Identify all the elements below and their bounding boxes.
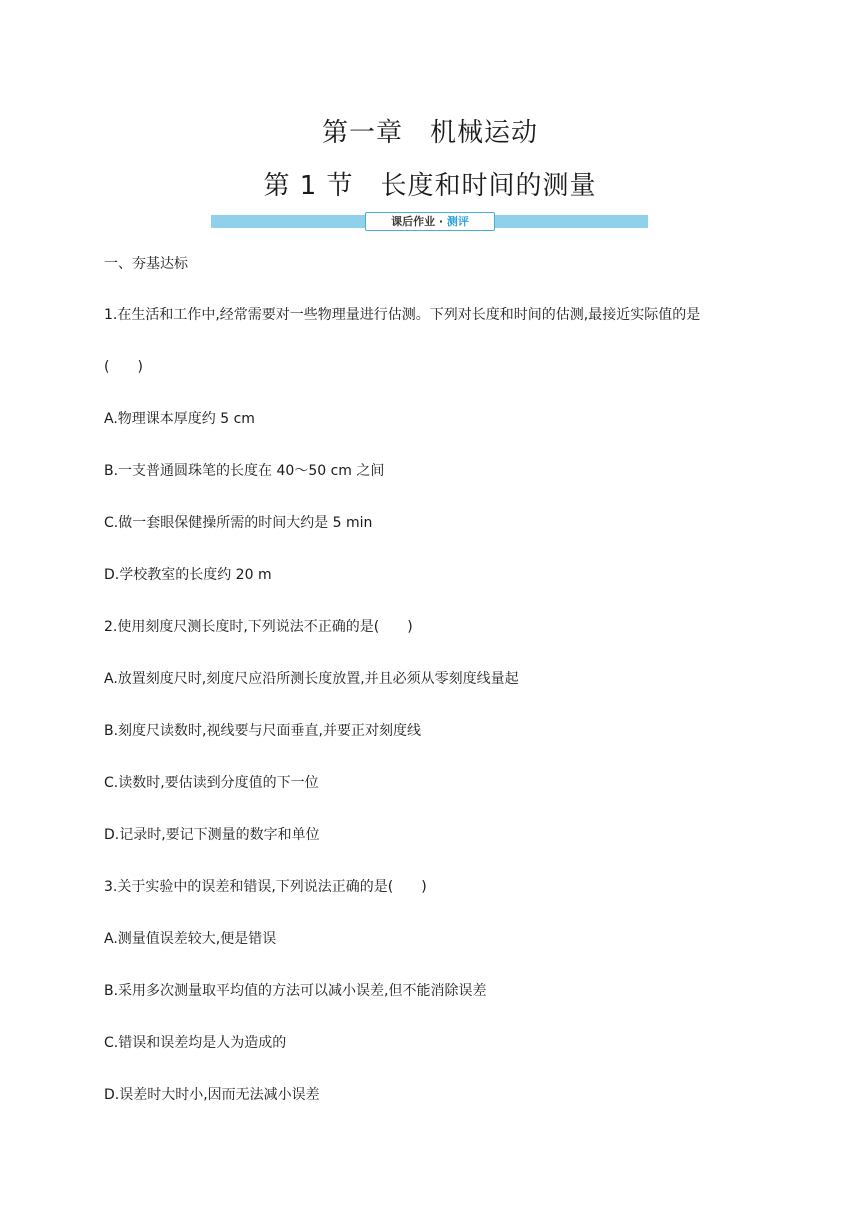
question-1-stem-cont: ( )	[104, 359, 143, 375]
question-3-option-d: D.误差时大时小,因而无法减小误差	[104, 1087, 320, 1103]
question-3-option-c: C.错误和误差均是人为造成的	[104, 1035, 287, 1051]
section-title: 第 1 节 长度和时间的测量	[263, 171, 597, 201]
banner-accent: 测评	[446, 215, 469, 228]
homework-banner-tag	[365, 212, 495, 231]
question-2-option-a: A.放置刻度尺时,刻度尺应沿所测长度放置,并且必须从零刻度线量起	[104, 671, 519, 687]
chapter-title: 第一章 机械运动	[321, 118, 538, 148]
question-1-stem: 1.在生活和工作中,经常需要对一些物理量进行估测。下列对长度和时间的估测,最接近实际值的是	[104, 307, 701, 323]
section-heading: 一、夯基达标	[104, 256, 188, 272]
question-3-option-a: A.测量值误差较大,便是错误	[104, 931, 277, 947]
question-1-option-a: A.物理课本厚度约 5 cm	[104, 411, 255, 427]
question-1-option-b: B.一支普通圆珠笔的长度在 40～50 cm 之间	[104, 463, 385, 479]
question-2-option-b: B.刻度尺读数时,视线要与尺面垂直,并要正对刻度线	[104, 723, 421, 739]
question-1-option-d: D.学校教室的长度约 20 m	[104, 567, 272, 583]
question-3-option-b: B.采用多次测量取平均值的方法可以减小误差,但不能消除误差	[104, 983, 487, 999]
question-2-stem: 2.使用刻度尺测长度时,下列说法不正确的是( )	[104, 619, 413, 635]
question-2-option-c: C.读数时,要估读到分度值的下一位	[104, 775, 319, 791]
banner-label: 课后作业 ·	[391, 215, 447, 228]
question-3-stem: 3.关于实验中的误差和错误,下列说法正确的是( )	[104, 879, 427, 895]
question-1-option-c: C.做一套眼保健操所需的时间大约是 5 min	[104, 515, 373, 531]
question-2-option-d: D.记录时,要记下测量的数字和单位	[104, 827, 320, 843]
